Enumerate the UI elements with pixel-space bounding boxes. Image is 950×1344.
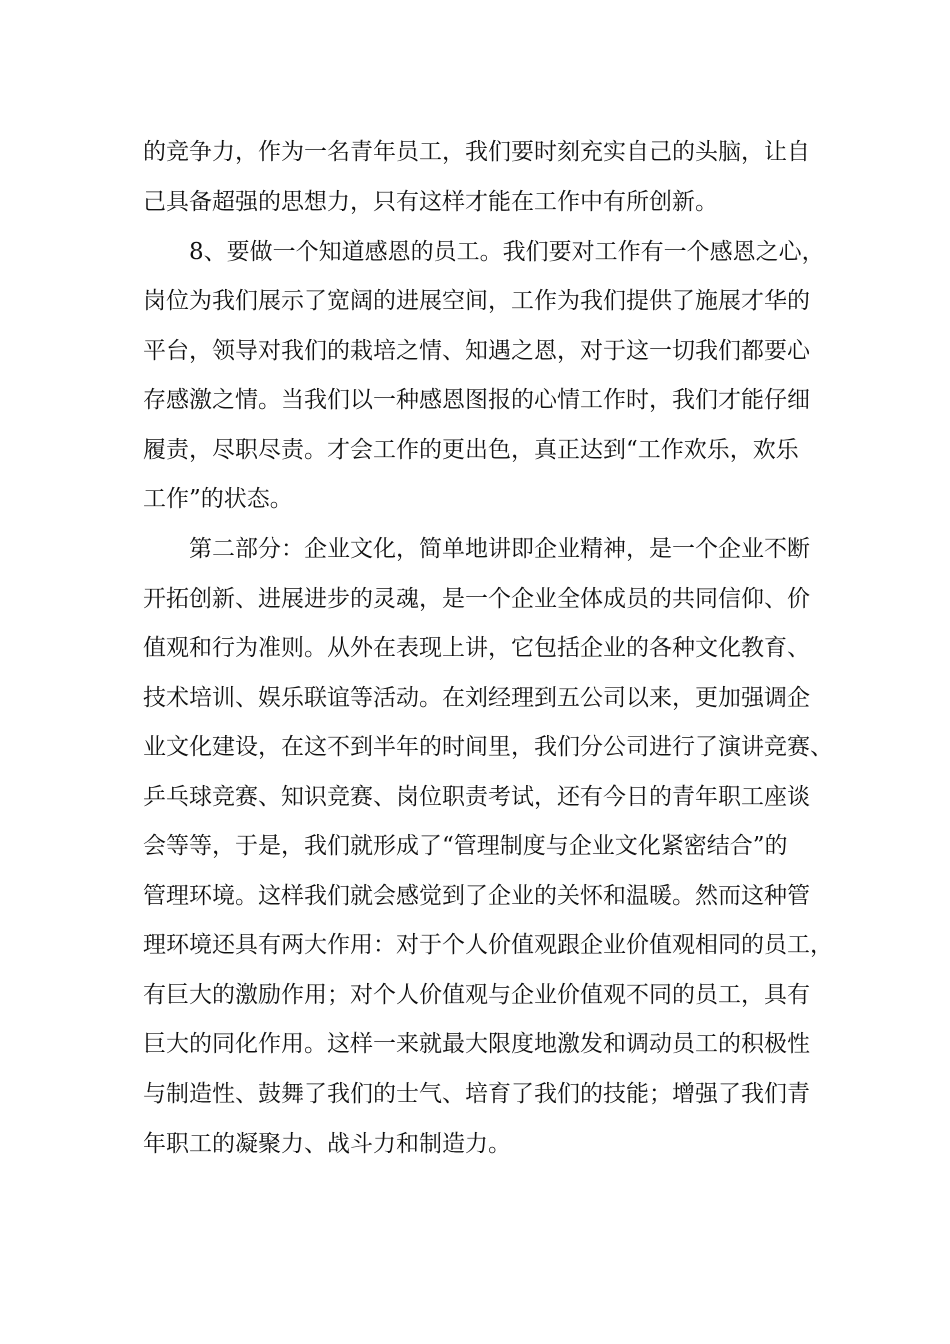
text-line: 的竞争力，作为一名青年员工，我们要时刻充实自己的头脑，让自 bbox=[143, 139, 810, 165]
text-line: 巨大的同化作用。这样一来就最大限度地激发和调动员工的积极性 bbox=[143, 1031, 810, 1057]
text-line: 技术培训、娱乐联谊等活动。在刘经理到五公司以来，更加强调企 bbox=[143, 685, 810, 711]
paragraph-first-line: 8、要做一个知道感恩的员工。我们要对工作有一个感恩之心， bbox=[189, 239, 825, 265]
text-line: 会等等，于是，我们就形成了“管理制度与企业文化紧密结合”的 bbox=[143, 833, 788, 859]
text-line: 有巨大的激励作用；对个人价值观与企业价值观不同的员工，具有 bbox=[143, 982, 810, 1008]
text-line: 乒乓球竞赛、知识竞赛、岗位职责考试，还有今日的青年职工座谈 bbox=[143, 784, 810, 810]
text-line: 履责，尽职尽责。才会工作的更出色，真正达到“工作欢乐，欢乐 bbox=[143, 437, 799, 463]
text-line: 平台，领导对我们的栽培之情、知遇之恩，对于这一切我们都要心 bbox=[143, 338, 810, 364]
text-line: 岗位为我们展示了宽阔的进展空间，工作为我们提供了施展才华的 bbox=[143, 288, 810, 314]
text-line: 己具备超强的思想力，只有这样才能在工作中有所创新。 bbox=[143, 189, 718, 215]
paragraph-first-line: 第二部分：企业文化，简单地讲即企业精神，是一个企业不断 bbox=[189, 536, 810, 562]
text-line: 业文化建设，在这不到半年的时间里，我们分公司进行了演讲竞赛、 bbox=[143, 734, 833, 760]
text-line: 管理环境。这样我们就会感觉到了企业的关怀和温暖。然而这种管 bbox=[143, 883, 810, 909]
text-line: 与制造性、鼓舞了我们的士气、培育了我们的技能；增强了我们青 bbox=[143, 1081, 810, 1107]
text-line: 理环境还具有两大作用：对于个人价值观跟企业价值观相同的员工， bbox=[143, 932, 833, 958]
text-line: 年职工的凝聚力、战斗力和制造力。 bbox=[143, 1131, 511, 1157]
text-line: 存感激之情。当我们以一种感恩图报的心情工作时，我们才能仔细 bbox=[143, 387, 810, 413]
text-line: 值观和行为准则。从外在表现上讲，它包括企业的各种文化教育、 bbox=[143, 635, 810, 661]
text-line: 开拓创新、进展进步的灵魂，是一个企业全体成员的共同信仰、价 bbox=[143, 586, 810, 612]
text-line: 工作”的状态。 bbox=[143, 486, 293, 512]
